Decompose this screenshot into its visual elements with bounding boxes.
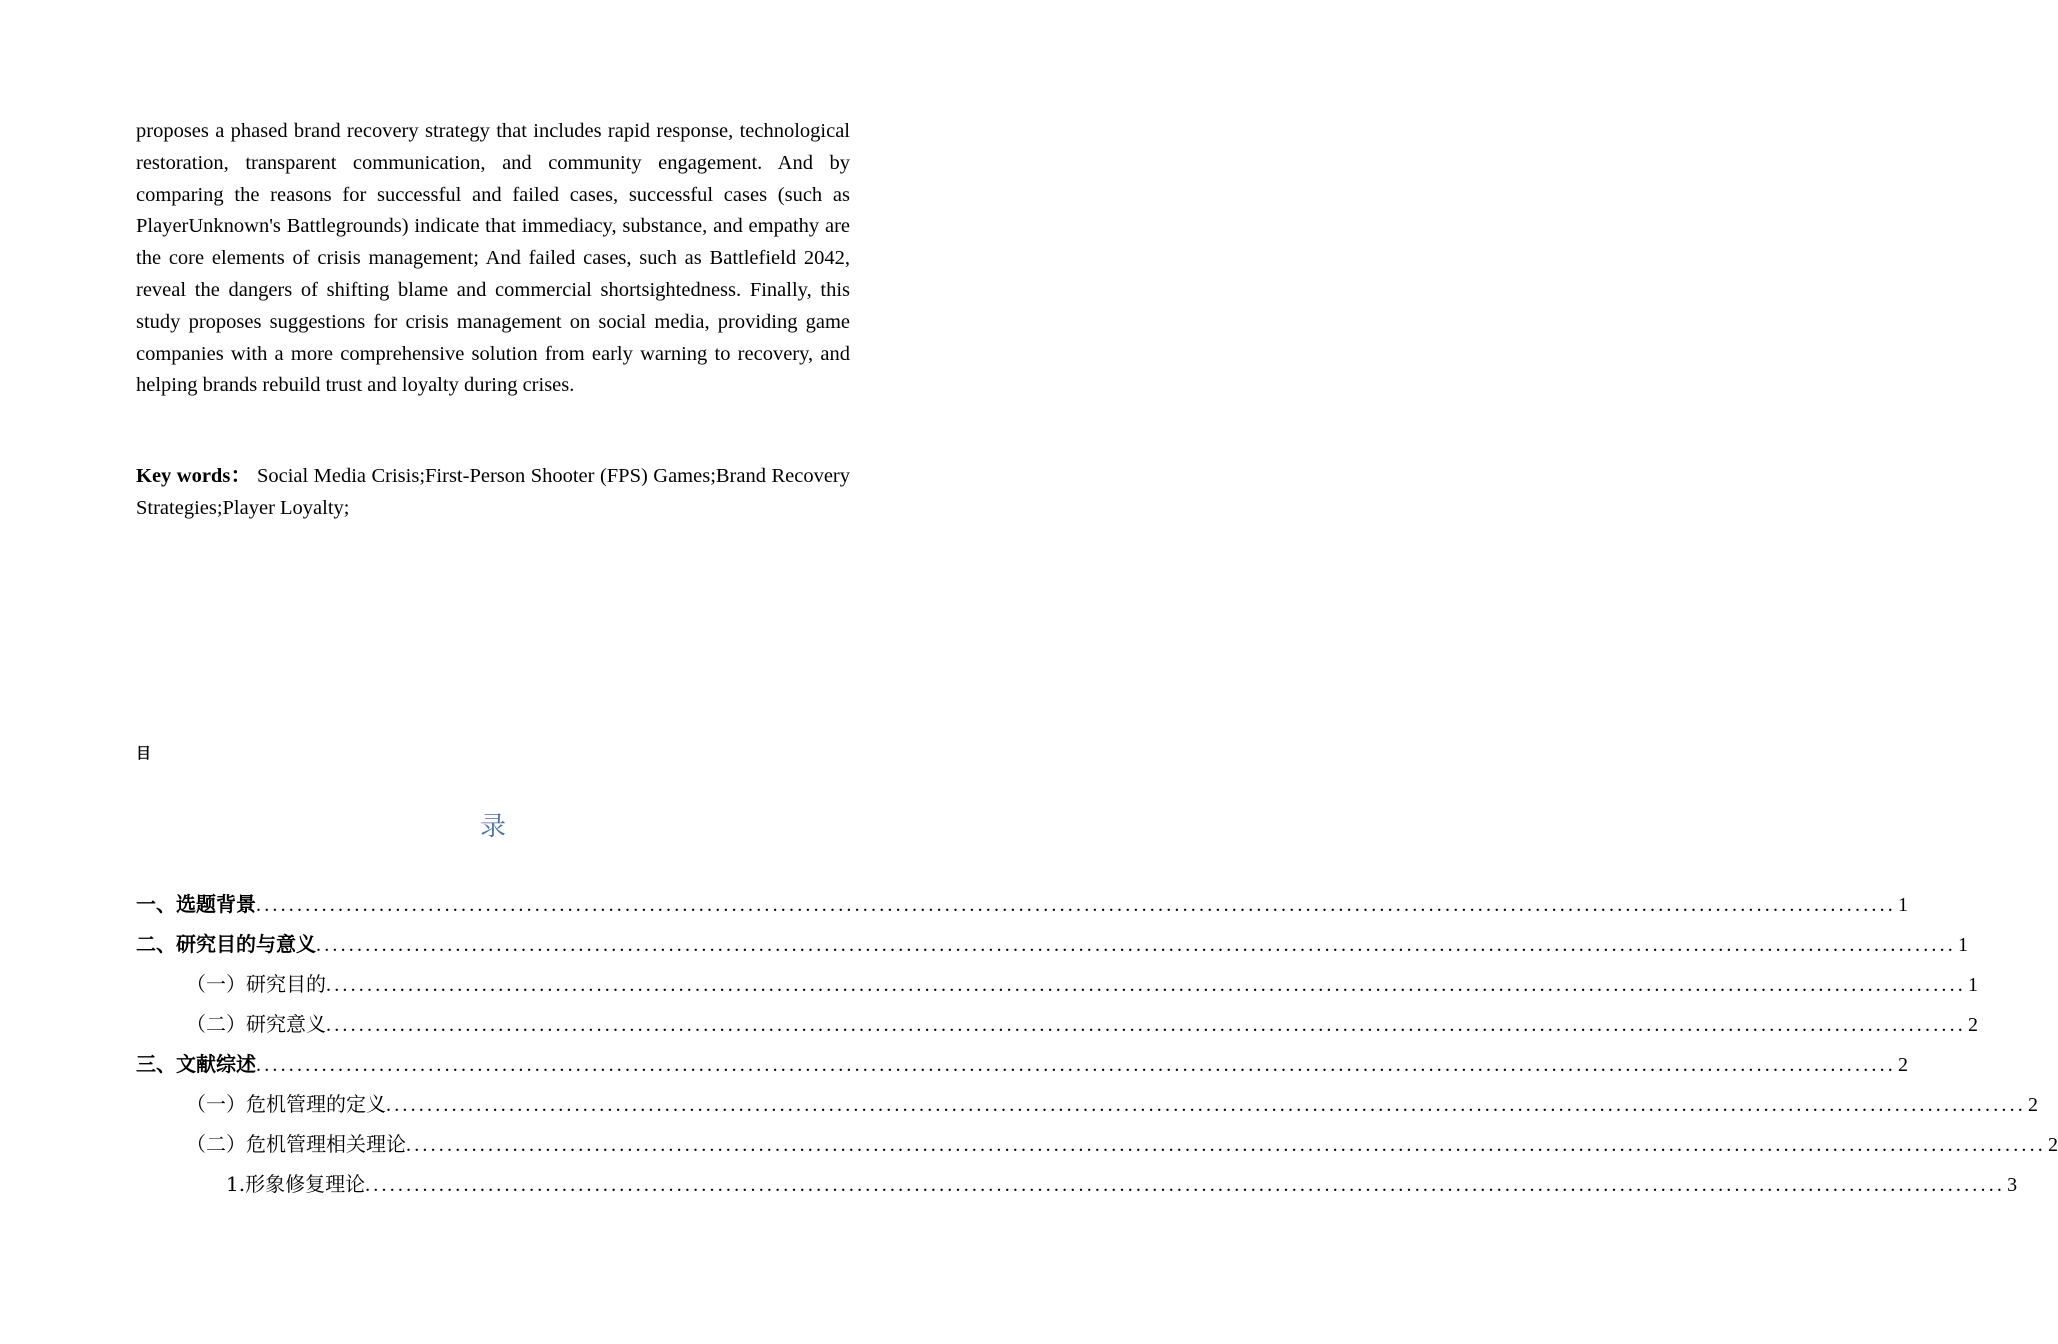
toc-entry-label: （一）研究目的: [186, 972, 326, 996]
toc-heading-part1: 目: [136, 744, 152, 762]
toc-entry-label: （二）危机管理相关理论: [186, 1132, 406, 1156]
toc-entry-page: 1: [1968, 974, 1978, 996]
toc-entry[interactable]: [136, 924, 1968, 964]
keywords-label: Key words：: [136, 465, 252, 487]
toc-entry[interactable]: [136, 1004, 1978, 1044]
toc-entry-label: 1.形象修复理论: [226, 1172, 366, 1196]
toc-entry-page: 2: [2048, 1134, 2058, 1156]
toc-leader-dots: ........................................................................................................................................................................................................: [326, 1014, 1966, 1036]
toc-entry[interactable]: [136, 1084, 2038, 1124]
keywords-text: Social Media Crisis;First-Person Shooter (FPS) Games;Brand Recovery Strategies;Player Loyalty;: [136, 465, 850, 519]
keywords-line: [136, 461, 850, 525]
toc-entry-label: 一、选题背景: [136, 892, 256, 916]
toc-leader-dots: ........................................................................................................................................................................................................: [326, 974, 1966, 996]
toc-leader-dots: ........................................................................................................................................................................................................: [386, 1094, 2026, 1116]
toc-entry-label: （一）危机管理的定义: [186, 1092, 386, 1116]
toc-entry-label: 二、研究目的与意义: [136, 932, 316, 956]
toc-heading-part2: 录: [479, 812, 506, 842]
toc-entry-page: 2: [1898, 1054, 1908, 1076]
toc-entry-page: 2: [1968, 1014, 1978, 1036]
toc-leader-dots: ........................................................................................................................................................................................................: [365, 1174, 2006, 1196]
abstract-paragraph: proposes a phased brand recovery strategy that includes rapid response, technological restoration, transparent communication, and community engagement. And by comparing the reasons for successful and failed cases, successful cases (such as PlayerUnknown's Battlegrounds) indicate that immediacy, substance, and empathy are the core elements of crisis management; And failed cases, such as Battlefield 2042, reveal the dangers of shifting blame and commercial shortsightedness. Finally, this study proposes suggestions for crisis management on social media, providing game companies with a more comprehensive solution from early warning to recovery, and helping brands rebuild trust and loyalty during crises.: [136, 120, 850, 397]
toc-leader-dots: ........................................................................................................................................................................................................: [406, 1134, 2046, 1156]
toc-entry-page: 1: [1958, 934, 1968, 956]
table-of-contents: [136, 884, 2058, 1204]
toc-entry[interactable]: [136, 884, 1908, 924]
toc-entry-page: 1: [1898, 894, 1908, 916]
toc-entry[interactable]: [136, 964, 1978, 1004]
toc-leader-dots: ........................................................................................................................................................................................................: [256, 1054, 1896, 1076]
toc-entry-label: 三、文献综述: [136, 1052, 256, 1076]
toc-entry[interactable]: [136, 1044, 1908, 1084]
toc-entry[interactable]: [136, 1164, 2018, 1204]
toc-entry-page: 3: [2007, 1174, 2018, 1196]
toc-entry[interactable]: [136, 1124, 2058, 1164]
toc-leader-dots: ........................................................................................................................................................................................................: [256, 894, 1896, 916]
toc-leader-dots: ........................................................................................................................................................................................................: [316, 934, 1956, 956]
toc-entry-page: 2: [2028, 1094, 2038, 1116]
toc-entry-label: （二）研究意义: [186, 1012, 326, 1036]
